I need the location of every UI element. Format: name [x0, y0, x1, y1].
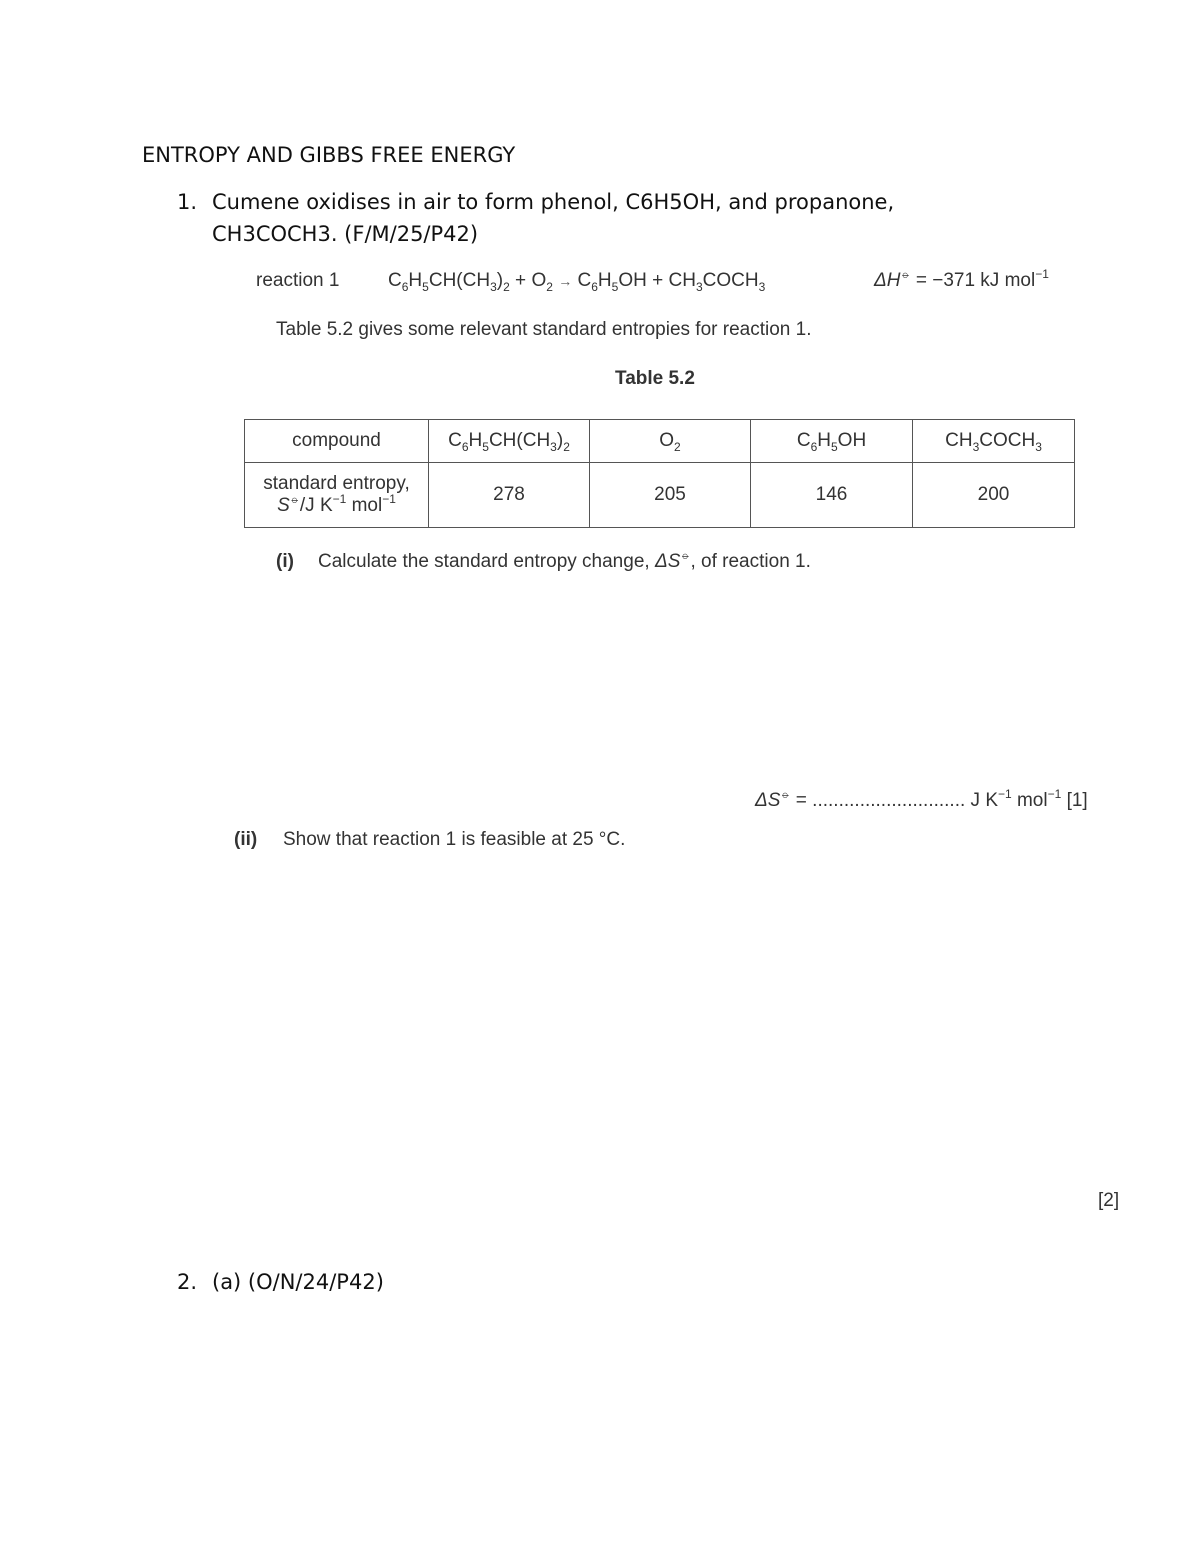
reaction-equation — [388, 270, 765, 292]
table-cell-value: 146 — [751, 463, 913, 528]
question-1-text-line-1: Cumene oxidises in air to form phenol, C6H5OH, and propanone, — [212, 190, 895, 214]
table-header-row — [245, 420, 1075, 463]
table-header-label: compound — [245, 420, 429, 463]
plus-sign: + — [652, 270, 664, 291]
table-row — [245, 463, 1075, 528]
question-1-text-line-2: CH3COCH3. (F/M/25/P42) — [212, 222, 479, 246]
question-2-text: (a) (O/N/24/P42) — [212, 1270, 384, 1294]
table-header-phenol: $C_6H_5OH$ — [751, 420, 913, 463]
table-intro-text: Table 5.2 gives some relevant standard entropies for reaction 1. — [276, 319, 812, 340]
table-header-oxygen: $O_2$ — [590, 420, 751, 463]
answer-line: ΔS⦵ = ............................. J $K^{-1}$ mol$^{-1}$ [1] — [755, 787, 1088, 811]
question-2-number: 2. — [177, 1270, 198, 1294]
table-cell-value: 200 — [913, 463, 1075, 528]
plus-sign: + — [515, 270, 527, 291]
formula-propanone: $CH_3COCH_3$ — [668, 270, 766, 294]
reaction-label: reaction 1 — [256, 270, 340, 291]
question-1-number: 1. — [177, 190, 198, 214]
part-ii-text: Show that reaction 1 is feasible at 25 °C. — [283, 829, 626, 850]
part-i-text: Calculate the standard entropy change, ΔS⦵, of reaction 1. — [318, 548, 811, 572]
reaction-arrow-icon: → — [558, 273, 573, 289]
formula-oxygen: $O_2$ — [531, 270, 553, 294]
table-cell-value: 278 — [429, 463, 590, 528]
formula-phenol: $C_6H_5OH$ — [577, 270, 647, 294]
marks-label: [2] — [1098, 1190, 1120, 1211]
table-caption: Table 5.2 — [615, 368, 695, 389]
table-header-cumene: $C_6H_5CH(CH_3)_2$ — [429, 420, 590, 463]
table-header-propanone: $CH_3COCH_3$ — [913, 420, 1075, 463]
part-i-number: (i) — [276, 551, 294, 572]
reaction-enthalpy-change: ΔH⦵ = −371 kJ mol$^{-1}$ — [874, 267, 1049, 291]
formula-cumene: $C_6H_5CH(CH_3)_2$ — [388, 270, 510, 294]
table-cell-value: 205 — [590, 463, 751, 528]
page-title: ENTROPY AND GIBBS FREE ENERGY — [142, 143, 516, 167]
part-ii-number: (ii) — [234, 829, 258, 850]
entropy-table — [244, 419, 1075, 528]
table-row-label: standard entropy, S⦵/J $K^{-1}$ mol$^{-1}$ — [245, 463, 429, 528]
